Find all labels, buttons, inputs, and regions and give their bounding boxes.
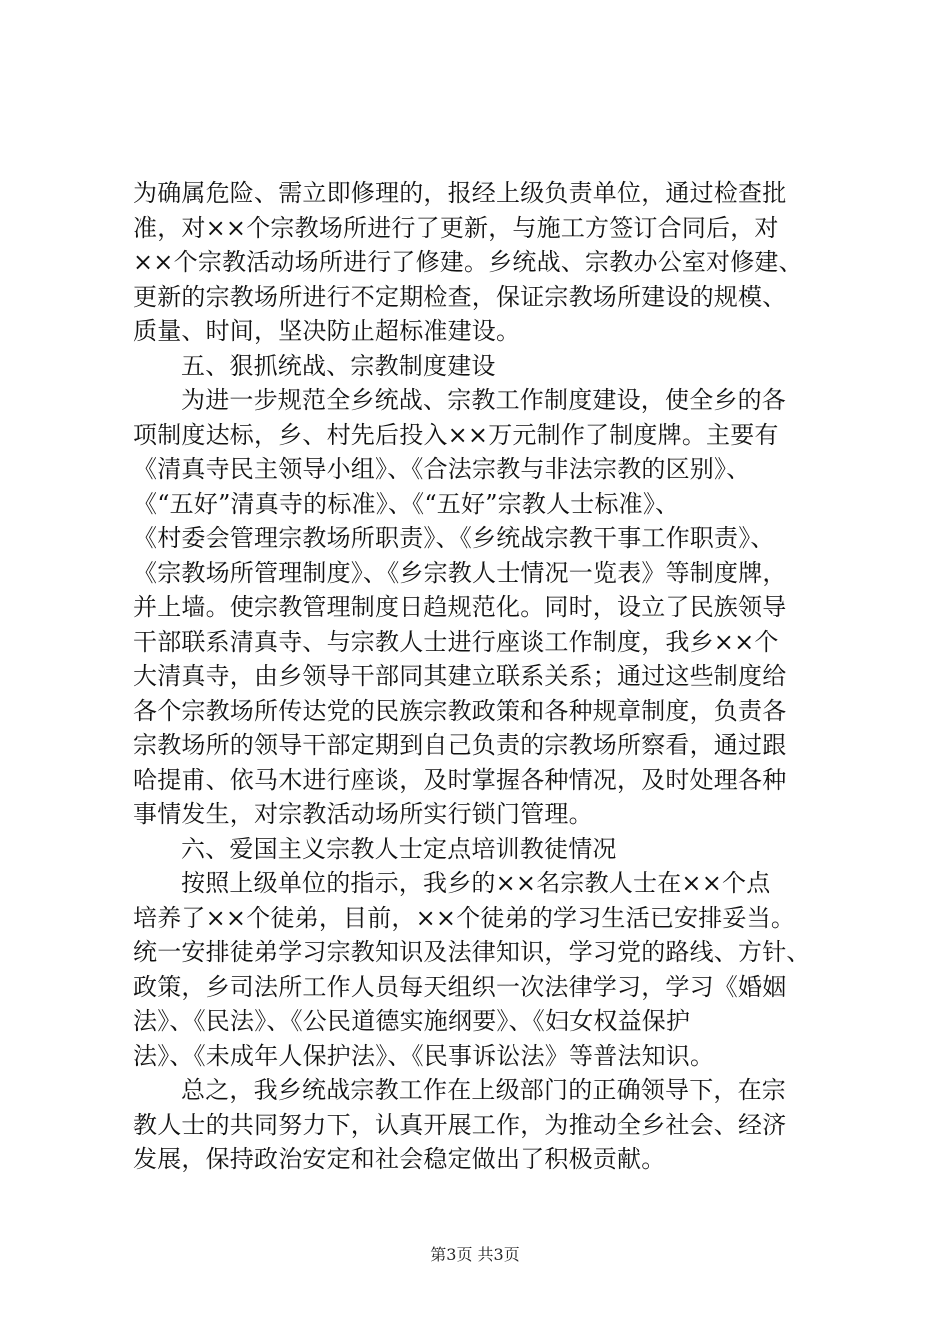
text-line: 政策，乡司法所工作人员每天组织一次法律学习，学习《婚姻 [133, 972, 787, 1001]
text-line: 《清真寺民主领导小组》、《合法宗教与非法宗教的区别》、 [133, 455, 751, 483]
page-footer [0, 1244, 950, 1266]
text-line: 《村委会管理宗教场所职责》、《乡统战宗教干事工作职责》、 [133, 524, 775, 552]
text-line: 培养了××个徒弟，目前，××个徒弟的学习生活已安排妥当。 [133, 903, 796, 932]
text-line: 各个宗教场所传达党的民族宗教政策和各种规章制度，负责各 [133, 696, 787, 725]
text-line: 宗教场所的领导干部定期到自己负责的宗教场所察看，通过跟 [133, 731, 787, 759]
text-line: 教人士的共同努力下，认真开展工作，为推动全乡社会、经济 [133, 1110, 787, 1139]
section-heading-5: 五、狠抓统战、宗教制度建设 [181, 351, 496, 380]
text-line: ××个宗教活动场所进行了修建。乡统战、宗教办公室对修建、 [133, 248, 803, 276]
text-line: 统一安排徒弟学习宗教知识及法律知识，学习党的路线、方针、 [133, 938, 811, 966]
text-line: 《“五好”清真寺的标准》、《“五好”宗教人士标准》、 [133, 489, 680, 518]
text-line: 发展，保持政治安定和社会稳定做出了积极贡献。 [133, 1145, 666, 1173]
text-line: 事情发生，对宗教活动场所实行锁门管理。 [133, 800, 593, 828]
paragraph-first-line: 为进一步规范全乡统战、宗教工作制度建设，使全乡的各 [181, 386, 786, 414]
paragraph-first-line: 按照上级单位的指示，我乡的××名宗教人士在××个点 [181, 869, 771, 897]
text-line: 大清真寺，由乡领导干部同其建立联系关系；通过这些制度给 [133, 662, 787, 690]
text-line: 法》、《民法》、《公民道德实施纲要》、《妇女权益保护 [133, 1007, 691, 1035]
page-number-label: 第3页 共3页 [430, 1245, 520, 1264]
text-line: 并上墙。使宗教管理制度日趋规范化。同时，设立了民族领导 [133, 593, 787, 621]
text-line: 为确属危险、需立即修理的，报经上级负责单位，通过检查批 [133, 179, 787, 207]
text-line: 更新的宗教场所进行不定期检查，保证宗教场所建设的规模、 [133, 282, 787, 311]
text-line: 法》、《未成年人保护法》、《民事诉讼法》等普法知识。 [133, 1041, 715, 1070]
section-heading-6: 六、爱国主义宗教人士定点培训教徒情况 [181, 834, 617, 863]
text-line: 哈提甫、依马木进行座谈，及时掌握各种情况，及时处理各种 [133, 765, 787, 794]
text-line: 干部联系清真寺、与宗教人士进行座谈工作制度，我乡××个 [133, 627, 779, 656]
text-line: 《宗教场所管理制度》、《乡宗教人士情况一览表》等制度牌， [133, 558, 787, 587]
text-line: 准，对××个宗教场所进行了更新，与施工方签订合同后，对 [133, 213, 779, 242]
paragraph-first-line: 总之，我乡统战宗教工作在上级部门的正确领导下，在宗 [181, 1076, 786, 1104]
document-body [133, 176, 853, 1177]
text-line: 质量、时间，坚决防止超标准建设。 [133, 317, 521, 345]
text-line: 项制度达标，乡、村先后投入××万元制作了制度牌。主要有 [133, 420, 779, 449]
